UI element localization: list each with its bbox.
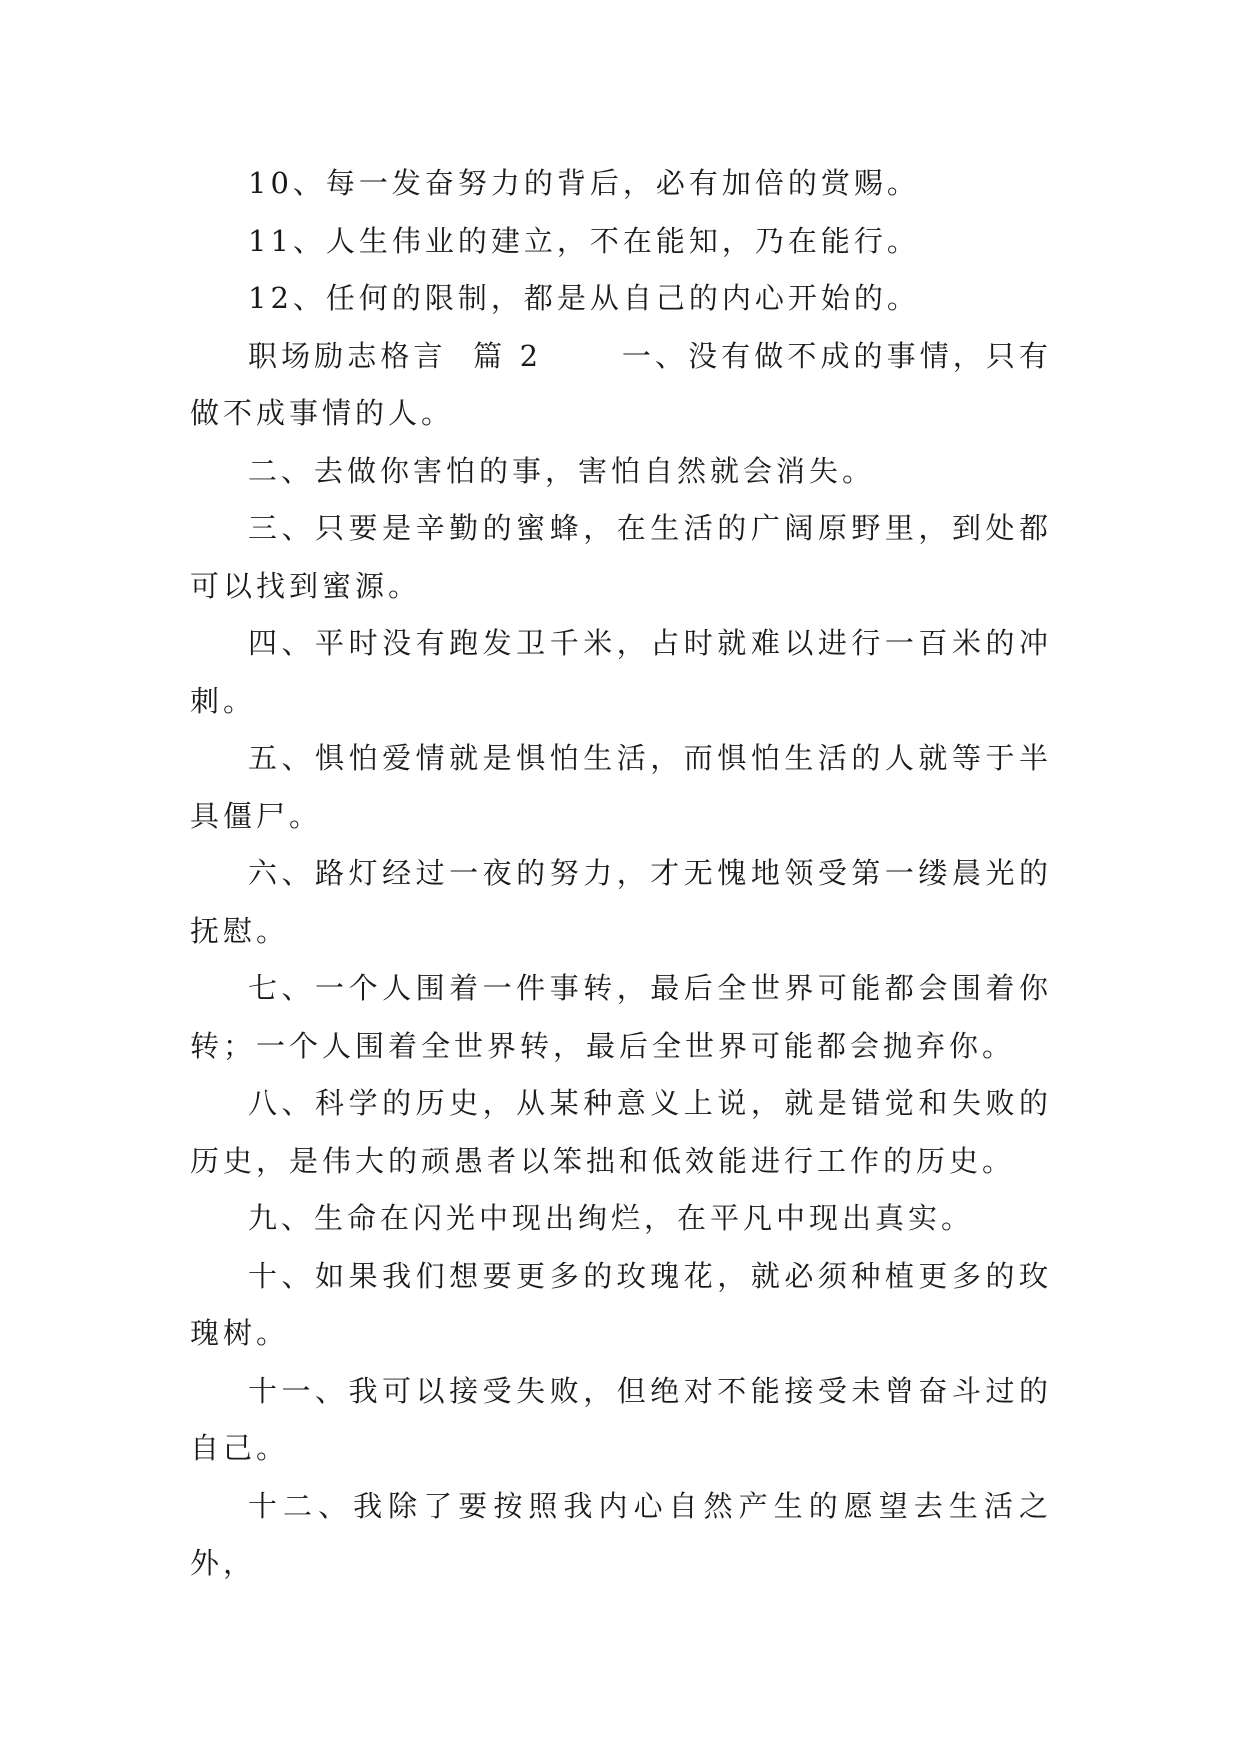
paragraph: 六、路灯经过一夜的努力，才无愧地领受第一缕晨光的抚慰。 (190, 856, 1052, 948)
document-body (190, 155, 1052, 1593)
paragraph-with-section-heading: 职场励志格言 篇 2 一、没有做不成的事情，只有做不成事情的人。 (190, 338, 1052, 430)
paragraph: 八、科学的历史，从某种意义上说，就是错觉和失败的历史，是伟大的顽愚者以笨拙和低效能进行工作的历史。 (190, 1086, 1052, 1178)
paragraph: 11、人生伟业的建立，不在能知，乃在能行。 (248, 223, 920, 258)
paragraph: 七、一个人围着一件事转，最后全世界可能都会围着你转；一个人围着全世界转，最后全世界可能都会抛弃你。 (190, 971, 1052, 1063)
paragraph: 十二、我除了要按照我内心自然产生的愿望去生活之外， (190, 1488, 1052, 1580)
paragraph: 四、平时没有跑发卫千米，占时就难以进行一百米的冲刺。 (190, 626, 1052, 718)
paragraph: 10、每一发奋努力的背后，必有加倍的赏赐。 (248, 166, 920, 200)
paragraph: 九、生命在闪光中现出绚烂，在平凡中现出真实。 (248, 1201, 975, 1235)
paragraph: 十一、我可以接受失败，但绝对不能接受未曾奋斗过的自己。 (190, 1373, 1052, 1465)
paragraph: 三、只要是辛勤的蜜蜂，在生活的广阔原野里，到处都可以找到蜜源。 (190, 511, 1052, 603)
paragraph: 五、惧怕爱情就是惧怕生活，而惧怕生活的人就等于半具僵尸。 (190, 741, 1052, 833)
paragraph: 二、去做你害怕的事，害怕自然就会消失。 (248, 453, 876, 488)
paragraph: 十、如果我们想要更多的玫瑰花，就必须种植更多的玫瑰树。 (190, 1258, 1052, 1350)
paragraph: 12、任何的限制，都是从自己的内心开始的。 (248, 281, 920, 315)
